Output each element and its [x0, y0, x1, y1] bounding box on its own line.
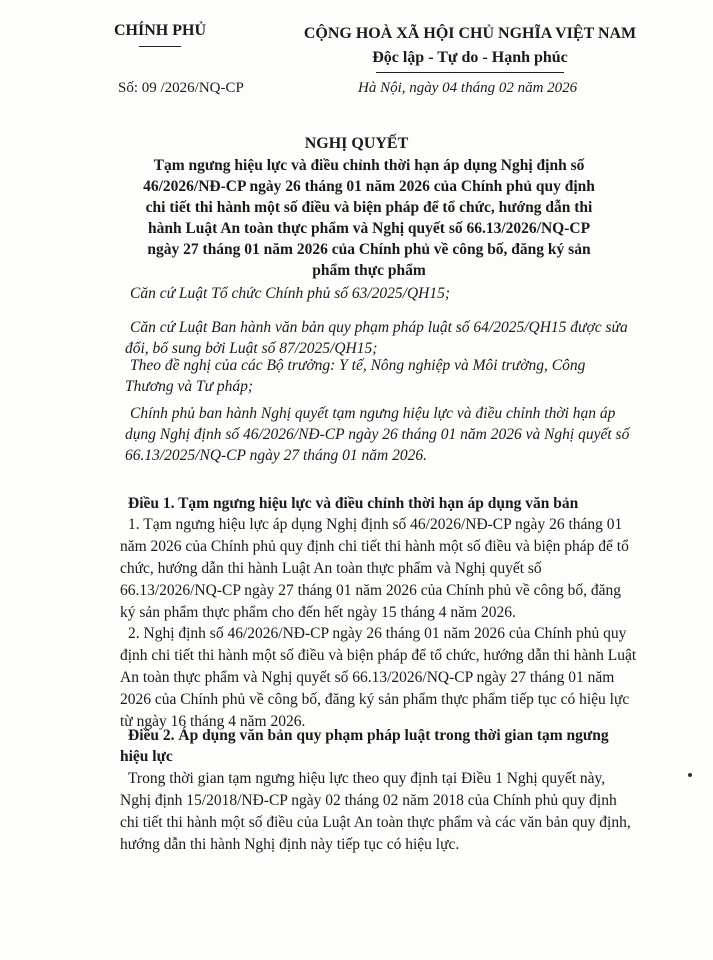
national-motto: Độc lập - Tự do - Hạnh phúc — [372, 49, 568, 66]
legal-basis-3: Theo đề nghị của các Bộ trưởng: Y tế, Nông nghiệp và Môi trường, Công Thương và Tư pháp; — [125, 357, 586, 395]
article-1-heading: Điều 1. Tạm ngưng hiệu lực và điều chỉnh thời hạn áp dụng văn bản — [128, 495, 579, 512]
legal-basis-1: Căn cứ Luật Tổ chức Chính phủ số 63/2025/QH15; — [130, 285, 451, 302]
national-block — [300, 22, 640, 73]
scan-speck — [688, 773, 692, 777]
issuer-name: CHÍNH PHỦ — [114, 22, 206, 39]
article-2-body: Trong thời gian tạm ngưng hiệu lực theo quy định tại Điều 1 Nghị quyết này, Nghị định 15/2018/NĐ-CP ngày 02 tháng 02 năm 2018 của Chính phủ quy định chi tiết thi hành một số điều của Luật An toàn thực phẩm và các văn bản quy định, hướng dẫn thi hành Nghị định này tiếp tục có hiệu lực. — [120, 770, 631, 853]
document-title: NGHỊ QUYẾT — [304, 135, 409, 152]
article-2-heading: Điều 2. Áp dụng văn bản quy phạm pháp luật trong thời gian tạm ngưng hiệu lực — [120, 727, 609, 765]
document-subtitle: Tạm ngưng hiệu lực và điều chỉnh thời hạn áp dụng Nghị định số 46/2026/NĐ-CP ngày 26 tháng 01 năm 2026 của Chính phủ quy định chi tiết thi hành một số điều và biện pháp để tổ chức, hướng dẫn thi hành Luật An toàn thực phẩm và Nghị quyết số 66.13/2026/NQ-CP ngày 27 tháng 01 năm 2026 của Chính phủ về công bố, đăng ký sản phẩm thực phẩm — [143, 157, 595, 279]
issuer-underline — [139, 46, 181, 47]
article-1-clause-1: 1. Tạm ngưng hiệu lực áp dụng Nghị định số 46/2026/NĐ-CP ngày 26 tháng 01 năm 2026 của Chính phủ quy định chi tiết thi hành một số điều và biện pháp để tổ chức, hướng dẫn thi hành Luật An toàn thực phẩm và Nghị quyết số 66.13/2026/NQ-CP ngày 27 tháng 01 năm 2026 của Chính phủ về công bố, đăng ký sản phẩm thực phẩm cho đến hết ngày 15 tháng 4 năm 2026. — [120, 516, 629, 621]
place-date: Hà Nội, ngày 04 tháng 02 năm 2026 — [358, 80, 578, 96]
legal-basis-2: Căn cứ Luật Ban hành văn bản quy phạm pháp luật số 64/2025/QH15 được sửa đổi, bổ sung bởi Luật số 87/2025/QH15; — [125, 319, 628, 357]
document-number: Số: 09 /2026/NQ-CP — [118, 80, 244, 96]
motto-underline — [376, 72, 564, 73]
legal-basis-4: Chính phủ ban hành Nghị quyết tạm ngưng hiệu lực và điều chỉnh thời hạn áp dụng Nghị định số 46/2026/NĐ-CP ngày 26 tháng 01 năm 2026 và Nghị quyết số 66.13/2025/NQ-CP ngày 27 tháng 01 năm 2026. — [125, 405, 630, 464]
nation-name: CỘNG HOÀ XÃ HỘI CHỦ NGHĨA VIỆT NAM — [303, 25, 637, 42]
issuer-block — [100, 22, 220, 47]
article-1-clause-2: 2. Nghị định số 46/2026/NĐ-CP ngày 26 tháng 01 năm 2026 của Chính phủ quy định chi tiết thi hành một số điều và biện pháp để tổ chức, hướng dẫn thi hành Luật An toàn thực phẩm và Nghị quyết số 66.13/2026/NQ-CP ngày 27 tháng 01 năm 2026 của Chính phủ về công bố, đăng ký sản phẩm thực phẩm tiếp tục có hiệu lực từ ngày 16 tháng 4 năm 2026. — [120, 625, 637, 730]
